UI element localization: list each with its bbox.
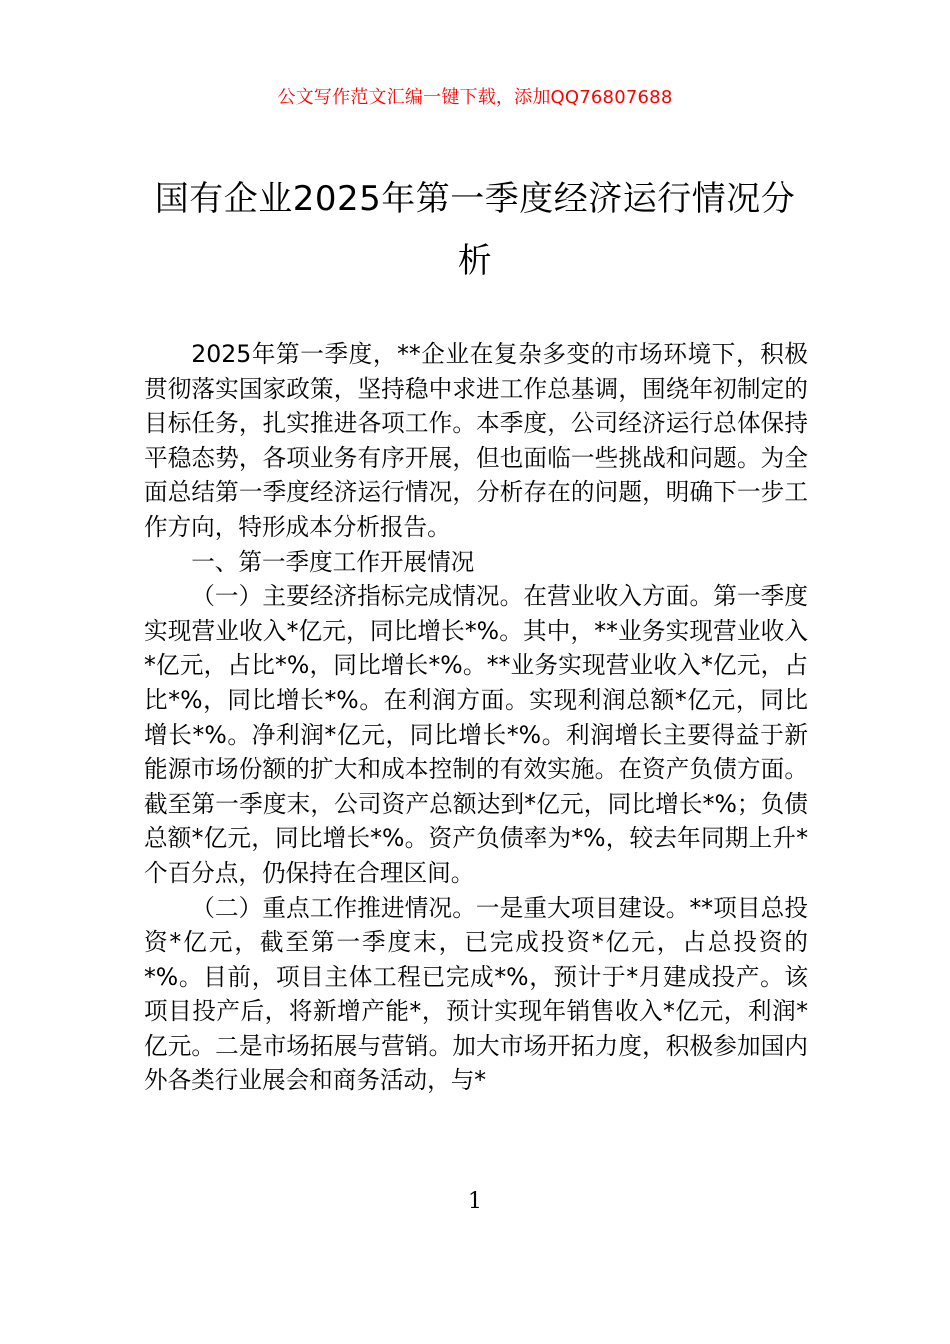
page-number: 1 xyxy=(468,1189,482,1214)
section-heading-1: 一、第一季度工作开展情况 xyxy=(191,547,475,576)
intro-paragraph: 2025年第一季度，**企业在复杂多变的市场环境下，积极贯彻落实国家政策，坚持稳中求进工作总基调，围绕年初制定的目标任务，扎实推进各项工作。本季度，公司经济运行总体保持平稳态势，各项业务有序开展，但也面临一些挑战和问题。为全面总结第一季度经济运行情况，分析存在的问题，明确下一步工作方向，特形成本分析报告。 xyxy=(144,340,808,541)
document-title: 国有企业2025年第一季度经济运行情况分析 xyxy=(154,179,796,281)
subsection-2-paragraph: （二）重点工作推进情况。一是重大项目建设。**项目总投资*亿元，截至第一季度末，已完成投资*亿元，占总投资的*%。目前，项目主体工程已完成*%，预计于*月建成投产。该项目投产后，将新增产能*，预计实现年销售收入*亿元，利润*亿元。二是市场拓展与营销。加大市场开拓力度，积极参加国内外各类行业展会和商务活动，与* xyxy=(144,893,808,1095)
document-body xyxy=(144,337,808,1098)
header-download-note: 公文写作范文汇编一键下载，添加QQ76807688 xyxy=(277,87,673,108)
subsection-1-paragraph: （一）主要经济指标完成情况。在营业收入方面。第一季度实现营业收入*亿元，同比增长*%。其中，**业务实现营业收入*亿元，占比*%，同比增长*%。**业务实现营业收入*亿元，占比*%，同比增长*%。在利润方面。实现利润总额*亿元，同比增长*%。净利润*亿元，同比增长*%。利润增长主要得益于新能源市场份额的扩大和成本控制的有效实施。在资产负债方面。截至第一季度末，公司资产总额达到*亿元，同比增长*%；负债总额*亿元，同比增长*%。资产负债率为*%，较去年同期上升*个百分点，仍保持在合理区间。 xyxy=(144,582,808,887)
